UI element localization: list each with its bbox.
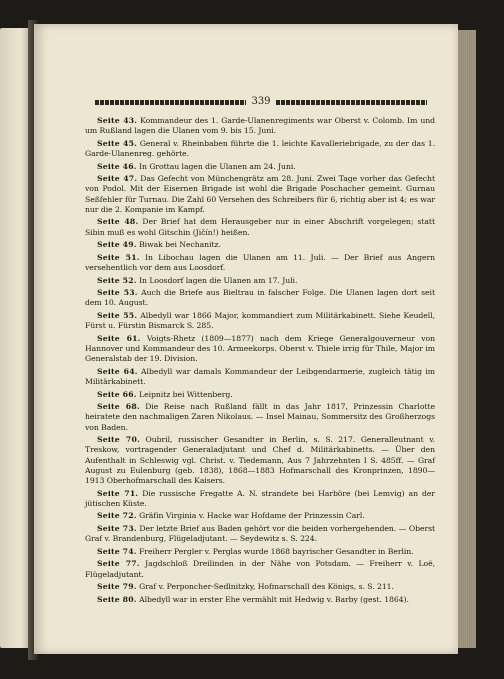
note-text: Graf v. Perponcher-Sedlnitzky, Hofmarschall des Königs, s. S. 211.: [139, 582, 394, 592]
note-text: In Loosdorf lagen die Ulanen am 17. Juli.: [139, 275, 298, 285]
note-text: General v. Rheinbaben führte die 1. leichte Kavalleriebrigade, zu der das 1. Garde-Ulanenreg. gehörte.: [85, 138, 435, 158]
note: [85, 162, 435, 172]
note: [85, 559, 435, 579]
note-label: Seite 45.: [97, 138, 138, 148]
note-text: Freiherr Pergler v. Perglas wurde 1868 bayrischer Gesandter in Berlin.: [139, 546, 414, 556]
note-label: Seite 80.: [97, 594, 137, 604]
note: [85, 595, 435, 605]
note-text: In Grottau lagen die Ulanen am 24. Juni.: [139, 161, 296, 171]
note-text: In Libochau lagen die Ulanen am 11. Juli. — Der Brief aus Angern versehentlich vor dem aus Loosdorf.: [85, 252, 435, 272]
note-label: Seite 79.: [97, 582, 137, 592]
note-label: Seite 55.: [97, 310, 138, 320]
note-label: Seite 73.: [97, 523, 137, 533]
page-number: 339: [251, 96, 271, 107]
note-text: Der Brief hat dem Herausgeber nur in einer Abschrift vorgelegen; statt Sibin muß es wohl Gitschin (Jičín!) heißen.: [85, 217, 435, 237]
note-text: Die russische Fregatte A. N. strandete bei Harböre (bei Lemvig) an der jütischen Küste.: [85, 488, 435, 508]
note: [85, 511, 435, 521]
note: [85, 174, 435, 215]
note: [85, 288, 435, 308]
note-label: Seite 61.: [97, 333, 141, 343]
note: [85, 116, 435, 136]
note: [85, 217, 435, 237]
note-text: Gräfin Virginia v. Hacke war Hofdame der Prinzessin Carl.: [139, 511, 365, 521]
note: [85, 311, 435, 331]
page-stack-edge: [458, 30, 476, 648]
note-text: Biwak bei Nechanitz.: [139, 240, 221, 250]
header-rule-right: [276, 100, 427, 105]
note-text: Der letzte Brief aus Baden gehört vor die beiden vorhergehenden. — Oberst Graf v. Brandenburg, Flügeladjutant. — Seydewitz s. S. 224.: [85, 523, 436, 544]
note-text: Albedyll war in erster Ehe vermählt mit Hedwig v. Barby (gest. 1864).: [139, 594, 409, 604]
note: [85, 390, 435, 400]
note: [85, 240, 435, 250]
note: [85, 489, 435, 509]
note: [85, 276, 435, 286]
note-label: Seite 53.: [97, 288, 138, 298]
note: [85, 367, 435, 387]
note-label: Seite 47.: [97, 174, 138, 184]
note-label: Seite 74.: [97, 546, 137, 556]
note-label: Seite 49.: [97, 240, 137, 250]
note-label: Seite 68.: [97, 402, 140, 412]
note-text: Jagdschloß Dreilinden in der Nähe von Potsdam. — Freiherr v. Loë, Flügeladjutant.: [85, 559, 435, 579]
note: [85, 524, 435, 544]
note: [85, 253, 435, 273]
note-label: Seite 66.: [97, 389, 137, 399]
note-text: Albedyll war 1866 Major, kommandiert zum Militärkabinett. Siehe Keudell, Fürst u. Fürstin Bismarck S. 285.: [85, 310, 436, 331]
endnotes: [85, 116, 435, 607]
note-label: Seite 46.: [97, 161, 137, 171]
note-text: Leipnitz bei Wittenberg.: [139, 389, 233, 399]
note-label: Seite 48.: [97, 217, 139, 227]
facing-page-edge: [0, 28, 30, 648]
note-label: Seite 71.: [97, 488, 139, 498]
note-label: Seite 51.: [97, 252, 140, 262]
note-label: Seite 43.: [97, 116, 138, 125]
note-label: Seite 77.: [97, 559, 140, 569]
note: [85, 547, 435, 557]
note-text: Oubril, russischer Gesandter in Berlin, s. S. 217. Generalleutnant v. Treskow, vortragender Generaladjutant und Chef d. Militärkabinetts. — Über den Aufenthalt in Schleswig vgl. Christ. v. Tiedemann, Aus 7 Jahrzehnten I S. 485ff. — Graf August zu Eulenburg (geb. 1838), 1868—1883 Hofmarschall des Kronprinzen, 1890—1913 Oberhofmarschall des Kaisers.: [85, 435, 436, 485]
note-label: Seite 64.: [97, 366, 138, 376]
note-text: Kommandeur des 1. Garde-Ulanenregiments war Oberst v. Colomb. Im und um Rußland lagen die Ulanen vom 9. bis 15. Juni.: [85, 116, 435, 136]
note: [85, 402, 435, 433]
note-text: Albedyll war damals Kommandeur der Leibgendarmerie, zugleich tätig im Militärkabinett.: [85, 366, 435, 386]
note-label: Seite 70.: [97, 435, 140, 445]
note-label: Seite 72.: [97, 511, 137, 521]
note: [85, 435, 435, 486]
note-text: Die Reise nach Rußland fällt in das Jahr 1817, Prinzessin Charlotte heiratete den nachmaligen Zaren Nikolaus. — Insel Mainau, Sommersitz des Großherzogs von Baden.: [85, 402, 436, 432]
header-rule-left: [95, 100, 246, 105]
note-text: Auch die Briefe aus Bieltrau in falscher Folge. Die Ulanen lagen dort seit dem 10. August.: [85, 288, 435, 308]
note: [85, 139, 435, 159]
note-text: Das Gefecht von Münchengrätz am 28. Juni. Zwei Tage vorher das Gefecht von Podol. Mit der Eisernen Brigade ist wohl die Brigade Poschacher gemeint. Gurnau Seßfehler für Turnau. Die Zahl 60 Versehen des Schreibers für 6, richtig aber ist 4; es war nur die 2. Kompanie im Kampf.: [85, 174, 435, 214]
running-header: [95, 97, 427, 107]
note: [85, 582, 435, 592]
note-text: Voigts-Rhetz (1809—1877) nach dem Kriege Generalgouverneur von Hannover und Kommandeur des 10. Armeekorps. Oberst v. Thiele irrig für Thile, Major im Generalstab der 19. Division.: [85, 333, 435, 364]
note-label: Seite 52.: [97, 275, 137, 285]
note: [85, 334, 435, 365]
